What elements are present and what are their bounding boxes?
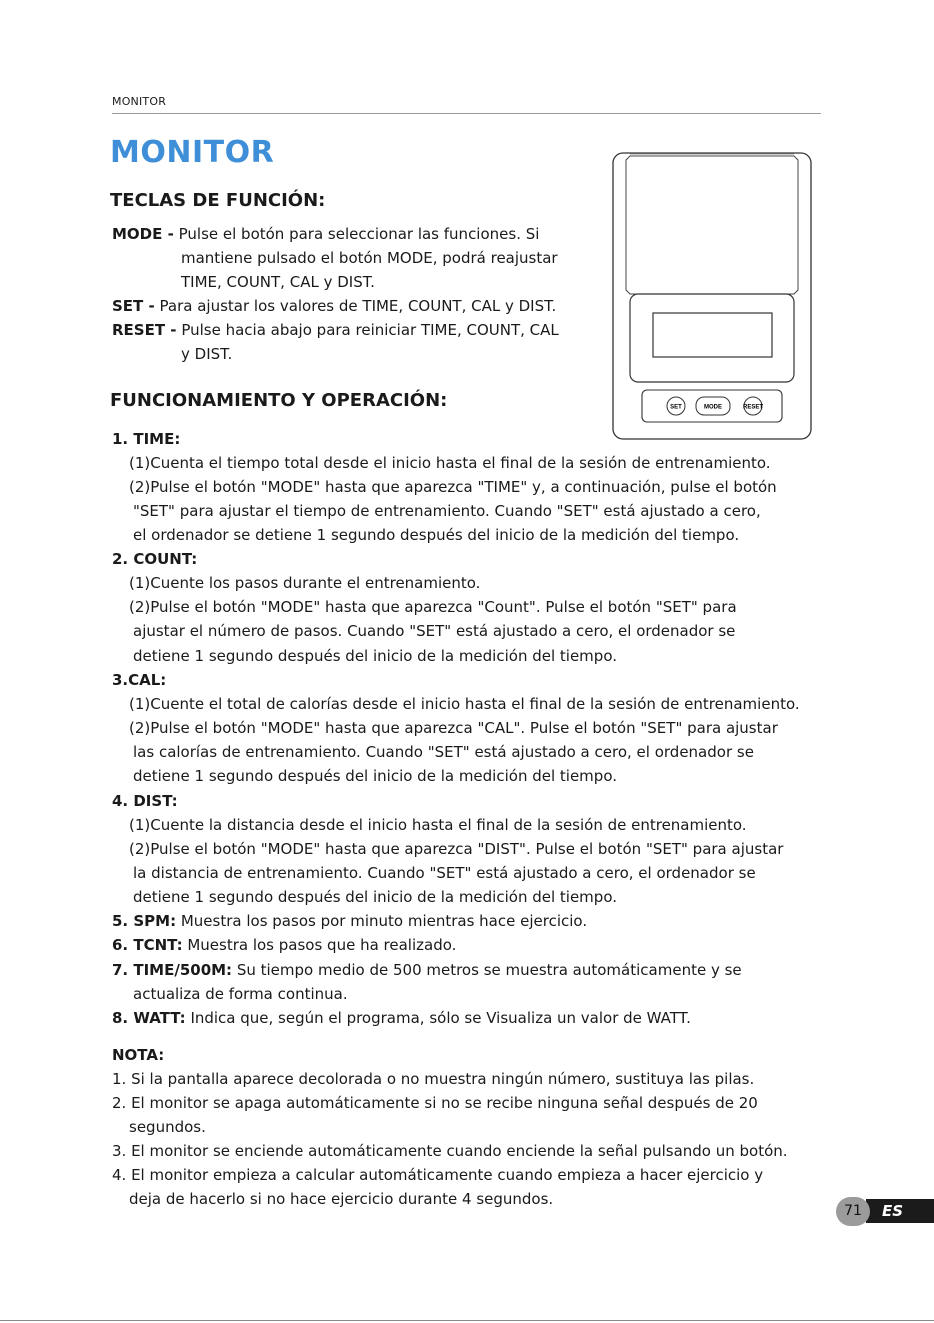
dist-line-3: la distancia de entrenamiento. Cuando "SET" está ajustado a cero, el ordenador se	[133, 864, 756, 882]
operation-heading: FUNCIONAMIENTO Y OPERACIÓN:	[110, 390, 448, 411]
function-keys-heading: TECLAS DE FUNCIÓN:	[110, 190, 326, 211]
tcnt-label: 6. TCNT:	[112, 936, 183, 954]
count-line-1: (1)Cuente los pasos durante el entrenamiento.	[129, 574, 481, 592]
reset-key-label: RESET -	[112, 321, 177, 339]
nota-item-4-cont: deja de hacerlo si no hace ejercicio durante 4 segundos.	[129, 1190, 554, 1208]
time500-label: 7. TIME/500M:	[112, 961, 233, 979]
time-line-3: "SET" para ajustar el tiempo de entrenamiento. Cuando "SET" está ajustado a cero,	[133, 502, 761, 520]
mode-key-desc-3: TIME, COUNT, CAL y DIST.	[181, 273, 375, 291]
time-line-4: el ordenador se detiene 1 segundo después del inicio de la medición del tiempo.	[133, 526, 740, 544]
time500-line	[112, 960, 742, 980]
nota-item-2: 2. El monitor se apaga automáticamente si no se recibe ninguna señal después de 20	[112, 1094, 758, 1112]
nota-item-1: 1. Si la pantalla aparece decolorada o no muestra ningún número, sustituya las pilas.	[112, 1070, 755, 1088]
cal-line-1: (1)Cuente el total de calorías desde el inicio hasta el final de la sesión de entrenamiento.	[129, 695, 800, 713]
tcnt-text: Muestra los pasos que ha realizado.	[182, 936, 457, 954]
set-key-desc: Para ajustar los valores de TIME, COUNT, CAL y DIST.	[159, 297, 557, 315]
set-key-label: SET -	[112, 297, 155, 315]
page-title: MONITOR	[110, 135, 275, 170]
tcnt-line	[112, 935, 456, 955]
nota-item-4: 4. El monitor empieza a calcular automáticamente cuando empieza a hacer ejercicio y	[112, 1166, 764, 1184]
reset-button: RESET	[742, 404, 764, 411]
header-rule	[112, 113, 821, 114]
spm-text: Muestra los pasos por minuto mientras hace ejercicio.	[176, 912, 588, 930]
time-line-2: (2)Pulse el botón "MODE" hasta que aparezca "TIME" y, a continuación, pulse el botón	[129, 478, 777, 496]
reset-key-line	[112, 320, 559, 340]
mode-key-line	[112, 224, 539, 244]
mode-key-desc-2: mantiene pulsado el botón MODE, podrá reajustar	[181, 249, 558, 267]
nota-heading: NOTA:	[112, 1046, 165, 1064]
dist-line-2: (2)Pulse el botón "MODE" hasta que aparezca "DIST". Pulse el botón "SET" para ajustar	[129, 840, 784, 858]
language-tab: ES	[866, 1199, 934, 1223]
time500-text: Su tiempo medio de 500 metros se muestra automáticamente y se	[232, 961, 742, 979]
cal-line-4: detiene 1 segundo después del inicio de la medición del tiempo.	[133, 767, 617, 785]
watt-text: Indica que, según el programa, sólo se Visualiza un valor de WATT.	[185, 1009, 691, 1027]
set-key-line	[112, 296, 556, 316]
reset-key-desc-2: y DIST.	[181, 345, 233, 363]
watt-label: 8. WATT:	[112, 1009, 186, 1027]
watt-line	[112, 1008, 691, 1028]
count-line-3: ajustar el número de pasos. Cuando "SET" está ajustado a cero, el ordenador se	[133, 622, 736, 640]
spm-line	[112, 911, 587, 931]
nota-item-3: 3. El monitor se enciende automáticamente cuando enciende la señal pulsando un botón.	[112, 1142, 788, 1160]
running-header: MONITOR	[112, 95, 167, 108]
set-button: SET	[670, 404, 682, 411]
time-title: 1. TIME:	[112, 430, 181, 448]
count-title: 2. COUNT:	[112, 550, 198, 568]
time500-line-2: actualiza de forma continua.	[133, 985, 348, 1003]
spm-label: 5. SPM:	[112, 912, 177, 930]
bottom-rule	[0, 1320, 934, 1321]
dist-title: 4. DIST:	[112, 792, 178, 810]
dist-line-4: detiene 1 segundo después del inicio de la medición del tiempo.	[133, 888, 617, 906]
mode-key-desc: Pulse el botón para seleccionar las funciones. Si	[178, 225, 540, 243]
cal-line-3: las calorías de entrenamiento. Cuando "SET" está ajustado a cero, el ordenador se	[133, 743, 754, 761]
nota-item-2-cont: segundos.	[129, 1118, 206, 1136]
count-line-4: detiene 1 segundo después del inicio de la medición del tiempo.	[133, 647, 617, 665]
monitor-illustration	[612, 152, 812, 440]
cal-title: 3.CAL:	[112, 671, 167, 689]
mode-button: MODE	[704, 404, 722, 411]
time-line-1: (1)Cuenta el tiempo total desde el inicio hasta el final de la sesión de entrenamiento.	[129, 454, 771, 472]
cal-line-2: (2)Pulse el botón "MODE" hasta que aparezca "CAL". Pulse el botón "SET" para ajustar	[129, 719, 778, 737]
dist-line-1: (1)Cuente la distancia desde el inicio hasta el final de la sesión de entrenamiento.	[129, 816, 747, 834]
mode-key-label: MODE -	[112, 225, 174, 243]
count-line-2: (2)Pulse el botón "MODE" hasta que aparezca "Count". Pulse el botón "SET" para	[129, 598, 737, 616]
reset-key-desc: Pulse hacia abajo para reiniciar TIME, COUNT, CAL	[181, 321, 559, 339]
page-number: 71	[836, 1197, 870, 1226]
